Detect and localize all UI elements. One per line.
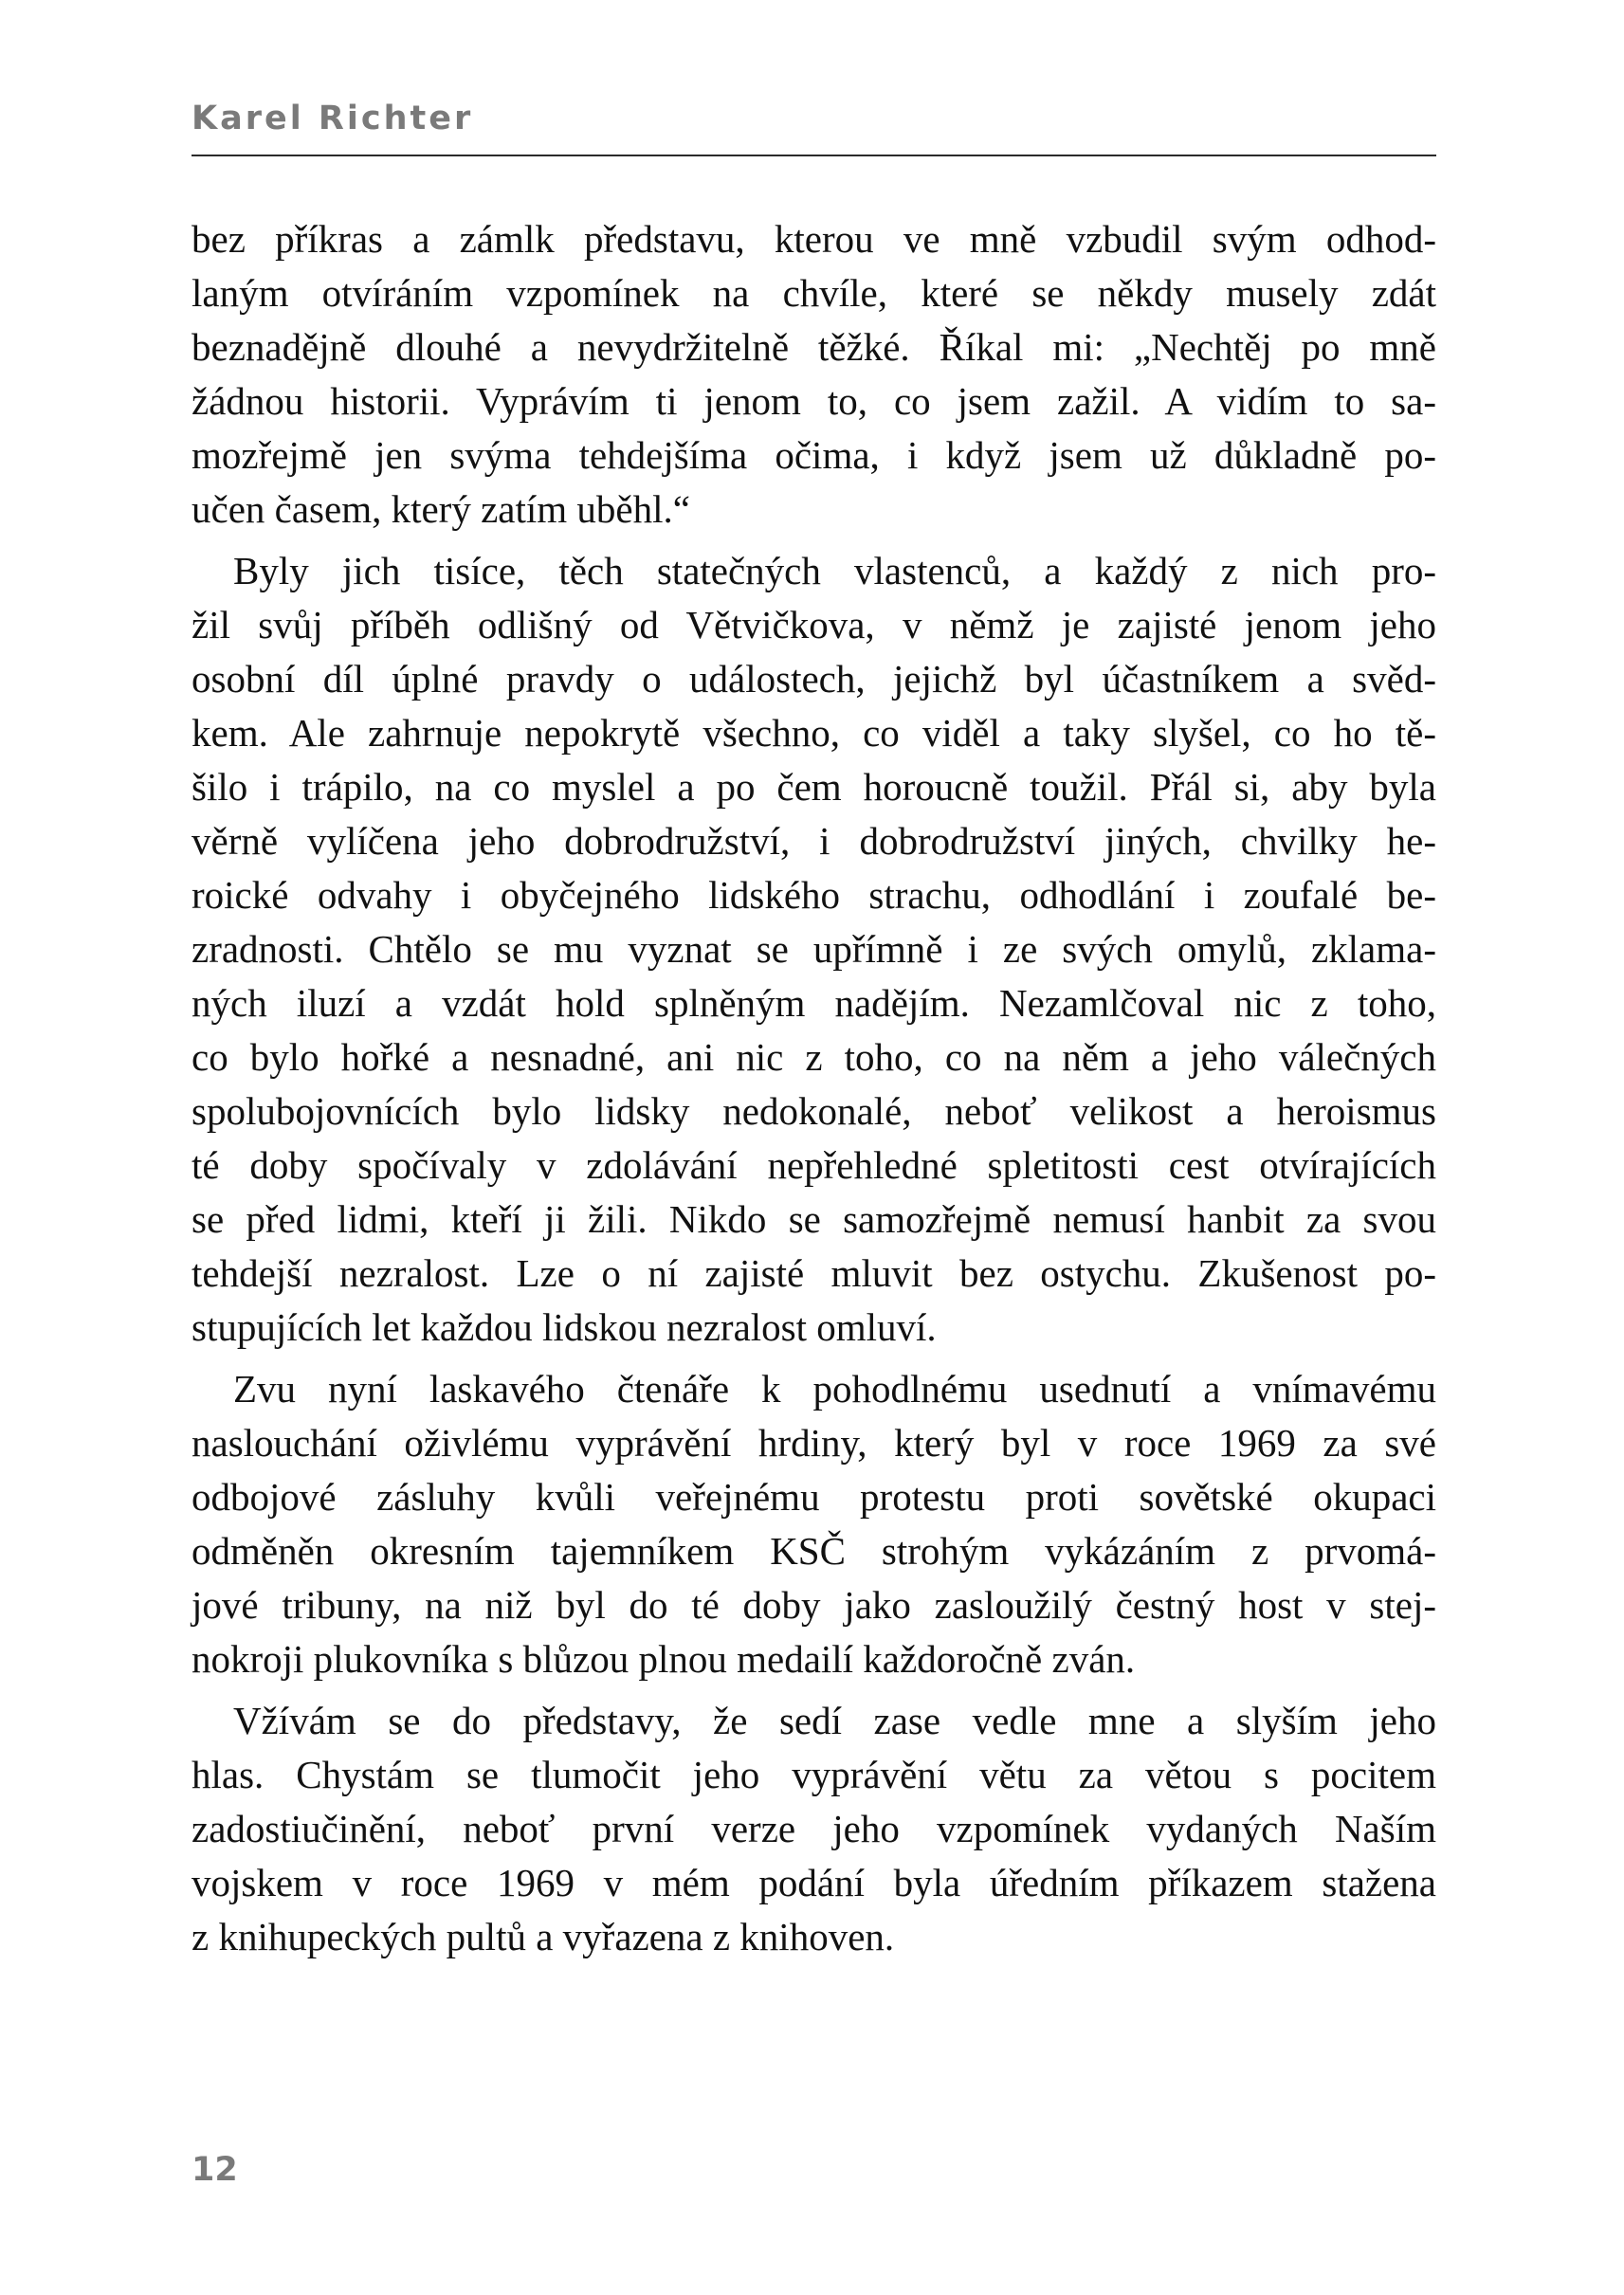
text-line: nokroji plukovníka s blůzou plnou medailí každoročně zván. (192, 1637, 1136, 1681)
text-line: vojskem v roce 1969 v mém podání byla úředním příkazem stažena (192, 1861, 1436, 1904)
text-line: věrně vylíčena jeho dobrodružství, i dobrodružství jiných, chvilky he- (192, 819, 1436, 863)
text-line: tehdejší nezralost. Lze o ní zajisté mluvit bez ostychu. Zkušenost po- (192, 1251, 1436, 1295)
text-line: žil svůj příběh odlišný od Větvičkova, v němž je zajisté jenom jeho (192, 603, 1436, 647)
text-line: Byly jich tisíce, těch statečných vlastenců, a každý z nich pro- (233, 549, 1436, 592)
paragraph-4 (192, 1694, 1436, 1964)
text-line: co bylo hořké a nesnadné, ani nic z toho, co na něm a jeho válečných (192, 1035, 1436, 1079)
text-line: se před lidmi, kteří ji žili. Nikdo se samozřejmě nemusí hanbit za svou (192, 1197, 1436, 1241)
text-line: mozřejmě jen svýma tehdejšíma očima, i když jsem už důkladně po- (192, 433, 1436, 477)
text-line: učen časem, který zatím uběhl.“ (192, 487, 690, 531)
text-line: stupujících let každou lidskou nezralost omluví. (192, 1305, 937, 1349)
paragraph-2 (192, 544, 1436, 1355)
text-line: z knihupeckých pultů a vyřazena z knihoven. (192, 1915, 895, 1958)
paragraph-1 (192, 212, 1436, 537)
text-line: bez příkras a zámlk představu, kterou ve mně vzbudil svým odhod- (192, 217, 1436, 261)
text-line: Vžívám se do představy, že sedí zase vedle mne a slyším jeho (233, 1699, 1436, 1742)
text-line: laným otvíráním vzpomínek na chvíle, které se někdy musely zdát (192, 271, 1436, 315)
text-line: odměněn okresním tajemníkem KSČ strohým vykázáním z prvomá- (192, 1529, 1436, 1573)
text-line: odbojové zásluhy kvůli veřejnému protestu proti sovětské okupaci (192, 1475, 1436, 1519)
text-line: hlas. Chystám se tlumočit jeho vyprávění větu za větou s pocitem (192, 1753, 1436, 1796)
text-line: ných iluzí a vzdát hold splněným nadějím. Nezamlčoval nic z toho, (192, 981, 1436, 1025)
running-head-author: Karel Richter (192, 100, 474, 137)
text-line: kem. Ale zahrnuje nepokrytě všechno, co viděl a taky slyšel, co ho tě- (192, 711, 1436, 755)
header-rule (192, 155, 1436, 156)
text-line: žádnou historii. Vyprávím ti jenom to, co jsem zažil. A vidím to sa- (192, 379, 1436, 423)
text-line: šilo i trápilo, na co myslel a po čem horoucně toužil. Přál si, aby byla (192, 765, 1436, 809)
text-line: roické odvahy i obyčejného lidského strachu, odhodlání i zoufalé be- (192, 873, 1436, 917)
text-line: naslouchání oživlému vyprávění hrdiny, který byl v roce 1969 za své (192, 1421, 1436, 1465)
text-line: zadostiučinění, neboť první verze jeho vzpomínek vydaných Naším (192, 1807, 1436, 1850)
body-text (192, 212, 1436, 1964)
text-line: zradnosti. Chtělo se mu vyznat se upřímně i ze svých omylů, zklama- (192, 927, 1436, 971)
text-line: Zvu nyní laskavého čtenáře k pohodlnému usednutí a vnímavému (233, 1367, 1436, 1411)
text-line: beznadějně dlouhé a nevydržitelně těžké. Říkal mi: „Nechtěj po mně (192, 325, 1436, 369)
text-line: spolubojovnících bylo lidsky nedokonalé, neboť velikost a heroismus (192, 1089, 1436, 1133)
text-line: osobní díl úplné pravdy o událostech, jejichž byl účastníkem a svěd- (192, 657, 1436, 701)
text-line: jové tribuny, na niž byl do té doby jako zasloužilý čestný host v stej- (192, 1583, 1436, 1627)
page-number: 12 (192, 2151, 238, 2189)
text-line: té doby spočívaly v zdolávání nepřehledné spletitosti cest otvírajících (192, 1143, 1436, 1187)
paragraph-3 (192, 1362, 1436, 1686)
